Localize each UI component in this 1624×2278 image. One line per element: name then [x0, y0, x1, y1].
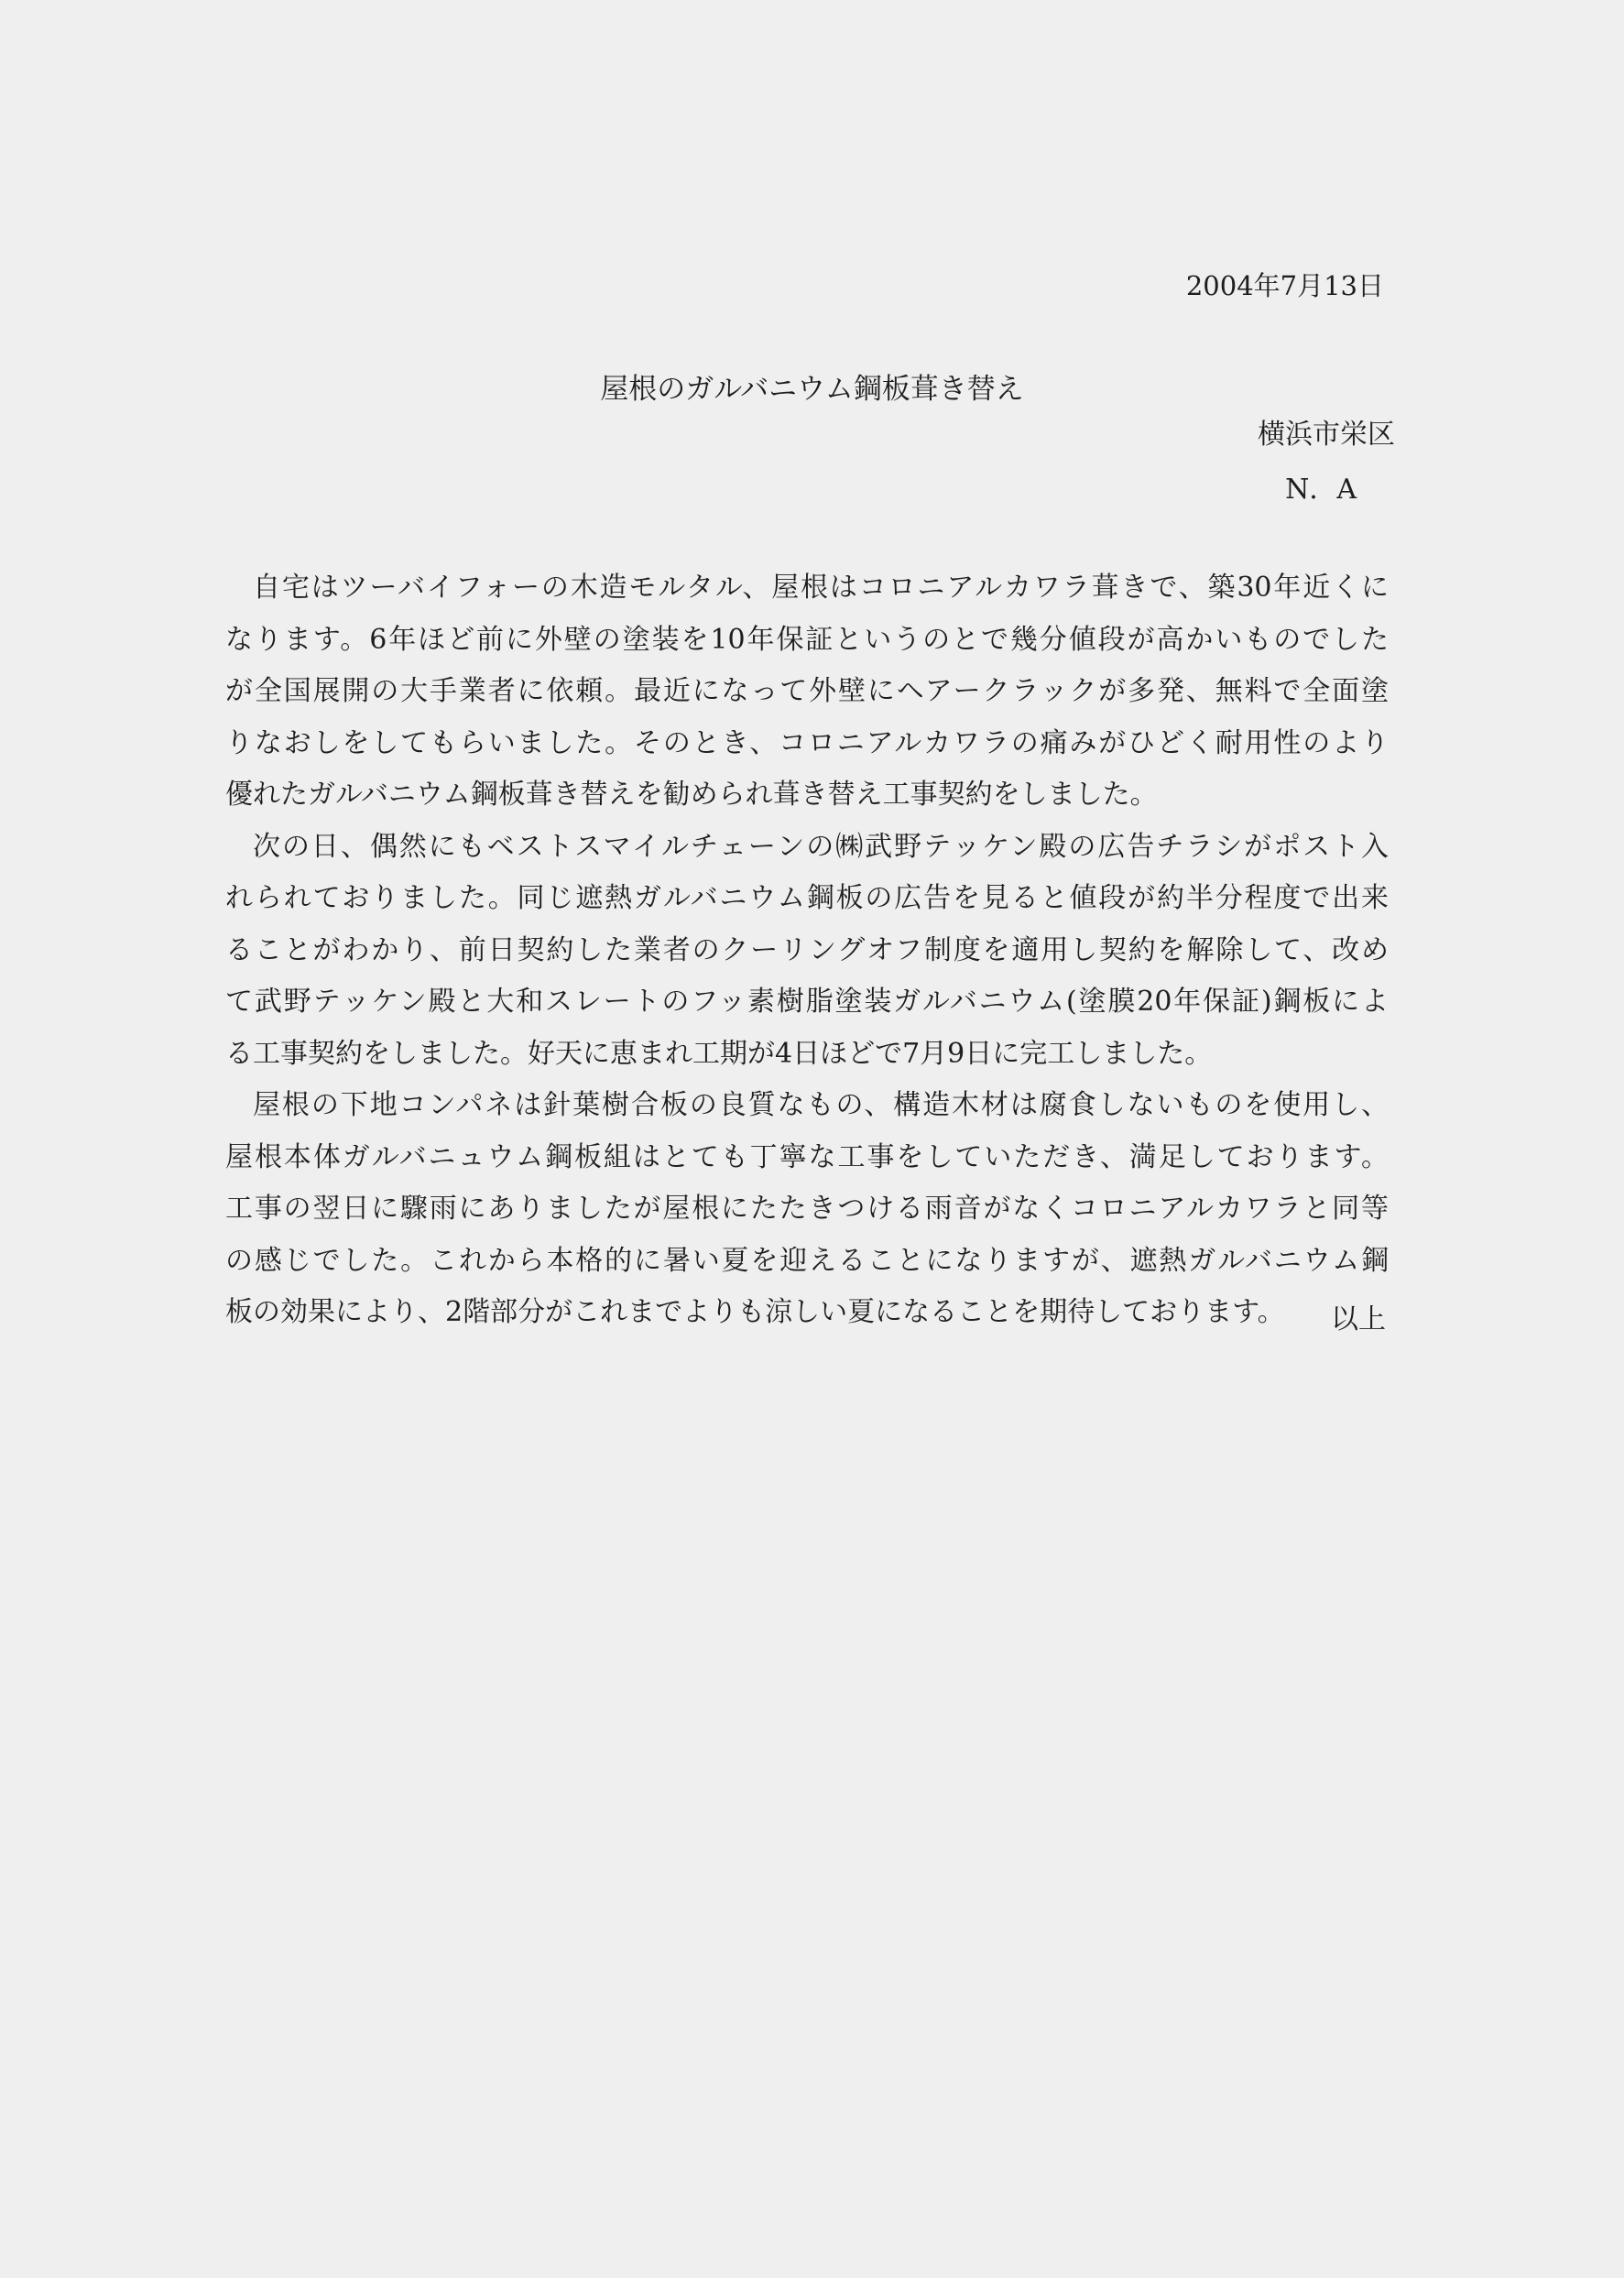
paragraph-line: 屋根本体ガルバニュウム鋼板組はとても丁寧な工事をしていただき、満足しております。: [225, 1140, 1389, 1173]
paragraph-line: 工事の翌日に驟雨にありましたが屋根にたたきつける雨音がなくコロニアルカワラと同等: [225, 1193, 1389, 1225]
paragraph-line: 次の日、偶然にもベストスマイルチェーンの㈱武野テッケン殿の広告チラシがポスト入: [253, 830, 1389, 863]
paragraph-line: 優れたガルバニウム鋼板葺き替えを勧められ葺き替え工事契約をしました。: [225, 779, 1158, 811]
paragraph-line: 板の効果により、2階部分がこれまでよりも涼しい夏になることを期待しております。: [225, 1296, 1285, 1328]
paragraph-line: なります。6年ほど前に外壁の塗装を10年保証というのとで幾分値段が高かいものでした: [225, 623, 1389, 656]
paragraph-line: 屋根の下地コンパネは針葉樹合板の良質なもの、構造木材は腐食しないものを使用し、: [253, 1089, 1389, 1121]
document-body: [225, 562, 1389, 1339]
paragraph-line: 自宅はツーバイフォーの木造モルタル、屋根はコロニアルカワラ葺きで、築30年近くに: [253, 572, 1389, 604]
paragraph-line: ることがわかり、前日契約した業者のクーリングオフ制度を適用し契約を解除して、改め: [225, 933, 1389, 966]
paragraph-line: れられておりました。同じ遮熱ガルバニウム鋼板の広告を見ると値段が約半分程度で出来: [225, 882, 1389, 914]
author-initials: N．A: [1285, 474, 1357, 506]
document-title: 屋根のガルバニウム鋼板葺き替え: [600, 373, 1024, 406]
document-date: 2004年7月13日: [1185, 270, 1384, 301]
paragraph-line: りなおしをしてもらいました。そのとき、コロニアルカワラの痛みがひどく耐用性のより: [225, 726, 1389, 759]
paragraph-line: る工事契約をしました。好天に恵まれ工期が4日ほどで7月9日に完工しました。: [225, 1037, 1213, 1070]
paragraph-line: が全国展開の大手業者に依頼。最近になって外壁にヘアークラックが多発、無料で全面塗: [225, 675, 1389, 707]
paragraph-line: の感じでした。これから本格的に暑い夏を迎えることになりますが、遮熱ガルバニウム鋼: [225, 1244, 1389, 1277]
author-location: 横浜市栄区: [1258, 419, 1395, 451]
paragraph-line: て武野テッケン殿と大和スレートのフッ素樹脂塗装ガルバニウム(塗膜20年保証)鋼板によ: [225, 986, 1389, 1018]
paragraph: [225, 562, 1389, 822]
paragraph: [225, 822, 1389, 1081]
closing-remark: 以上: [1331, 1303, 1386, 1335]
paragraph: [225, 1080, 1389, 1339]
